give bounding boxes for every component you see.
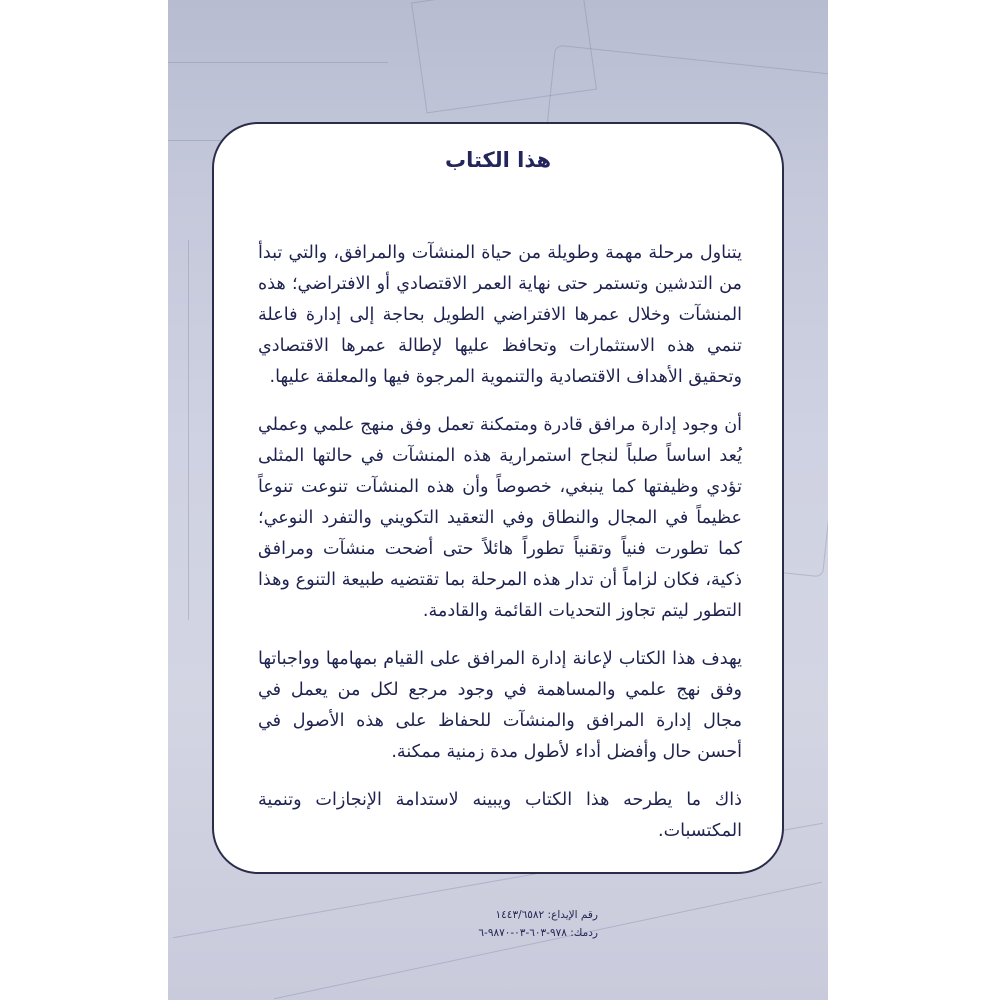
isbn-number: ردمك: ٩٧٨-٦٠٣-٠٣-٩٨٧٠-٦ <box>478 927 598 939</box>
paragraph: يهدف هذا الكتاب لإعانة إدارة المرافق على القيام بمهامها وواجباتها وفق نهج علمي والمساهمة في وجود مرجع لكل من يعمل في مجال إدارة المرافق والمنشآت للحفاظ على هذه الأصول في أحسن حال وأفضل أداء لأطول مدة زمنية ممكنة. <box>258 649 742 762</box>
paragraph: يتناول مرحلة مهمة وطويلة من حياة المنشآت والمرافق، والتي تبدأ من التدشين وتستمر حتى نهاية العمر الاقتصادي أو الافتراضي؛ هذه المنشآت وخلال عمرها الافتراضي الطويل بحاجة إلى إدارة فاعلة تنمي هذه الاستثمارات وتحافظ عليها لإطالة عمرها الاقتصادي وتحقيق الأهداف الاقتصادية والتنموية المرجوة فيها والمعلقة عليها. <box>258 243 742 387</box>
background-line <box>168 140 228 141</box>
deposit-number: رقم الإيداع: ١٤٤٣/٦٥٨٢ <box>495 909 598 921</box>
panel-title: هذا الكتاب <box>444 148 552 172</box>
paragraph: أن وجود إدارة مرافق قادرة ومتمكنة تعمل وفق منهج علمي وعملي يُعد اساساً صلباً لنجاح استمرارية هذه المنشآت في حالتها المثلى تؤدي وظيفتها كما ينبغي، خصوصاً وأن هذه المنشآت تنوعت تنوعاً عظيماً في المجال والنطاق وفي التعقيد التكويني والتفرد النوعي؛ كما تطورت فنياً وتقنياً تطوراً هائلاً حتى أضحت منشآت ومرافق ذكية، فكان لزاماً أن تدار هذه المرحلة بما تقتضيه طبيعة التنوع وهذا التطور ليتم تجاوز التحديات القائمة والقادمة. <box>258 415 742 621</box>
description-panel <box>212 122 784 874</box>
background-line <box>168 62 388 63</box>
background-line <box>188 240 189 620</box>
paragraph: ذاك ما يطرحه هذا الكتاب ويبينه لاستدامة الإنجازات وتنمية المكتسبات. <box>258 790 742 841</box>
imprint-info <box>428 906 598 942</box>
description-body <box>258 238 742 864</box>
